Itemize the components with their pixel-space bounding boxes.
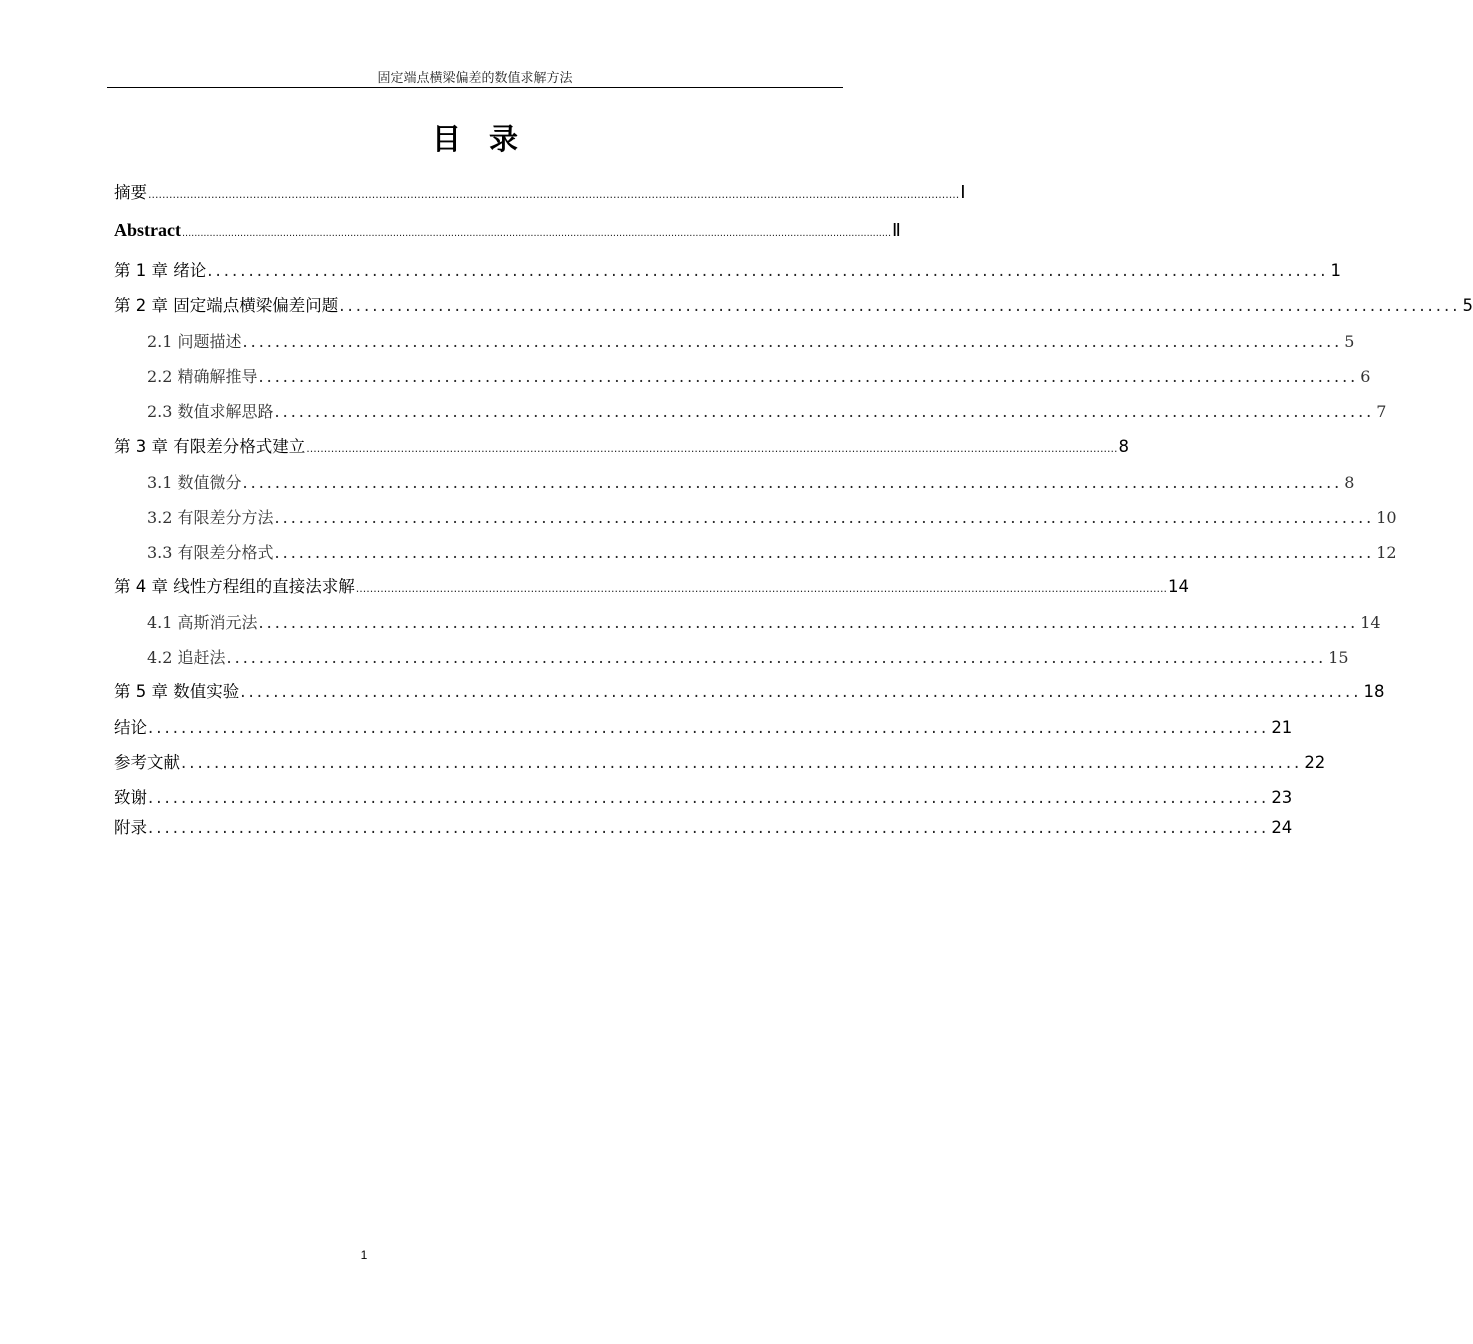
toc-entry-chapter-2[interactable] bbox=[114, 295, 1473, 317]
dot-leader: ........................................................................................................................................ bbox=[339, 296, 1461, 315]
toc-entry-section-2-2[interactable] bbox=[147, 366, 1371, 388]
toc-entry-section-4-1[interactable] bbox=[147, 612, 1381, 634]
toc-entry-page: 8 bbox=[1118, 437, 1129, 456]
toc-entry-label: 致谢 bbox=[114, 788, 147, 807]
dot-leader: ........................................................................................................................................ bbox=[274, 508, 1375, 527]
toc-entry-page: 5 bbox=[1462, 296, 1473, 315]
dot-leader: ........................................................................................................................................ bbox=[274, 402, 1375, 421]
toc-entry-page: 22 bbox=[1304, 753, 1326, 772]
toc-entry-abstract-en[interactable] bbox=[114, 219, 901, 244]
dot-leader: ........................................................................................................................................ bbox=[258, 367, 1359, 386]
dot-leader: ........................................................................................................................................ bbox=[181, 753, 1303, 772]
toc-entry-label: 第 2 章 固定端点横梁偏差问题 bbox=[114, 296, 339, 315]
toc-entry-chapter-4[interactable] bbox=[114, 576, 1189, 600]
toc-entry-label: 2.2 精确解推导 bbox=[147, 367, 258, 386]
dot-leader: ........................................................................................................................................ bbox=[258, 613, 1359, 632]
toc-entry-label: 结论 bbox=[114, 718, 147, 737]
toc-entry-page: Ⅰ bbox=[960, 182, 966, 202]
dot-leader: ........................................................................................................................................................................................................................................ bbox=[181, 227, 892, 239]
dot-leader: ........................................................................................................................................ bbox=[242, 332, 1343, 351]
toc-entry-conclusion[interactable] bbox=[114, 717, 1293, 739]
dot-leader: ........................................................................................................................................ bbox=[207, 261, 1329, 280]
dot-leader: ........................................................................................................................................ bbox=[148, 788, 1270, 807]
toc-entry-appendix[interactable] bbox=[114, 817, 1293, 839]
toc-entry-section-4-2[interactable] bbox=[147, 647, 1349, 669]
toc-entry-page: 15 bbox=[1328, 648, 1349, 667]
toc-entry-chapter-1[interactable] bbox=[114, 260, 1342, 282]
toc-entry-label: 2.1 问题描述 bbox=[147, 332, 242, 351]
toc-entry-section-2-1[interactable] bbox=[147, 331, 1355, 353]
dot-leader: ........................................................................................................................................ bbox=[274, 543, 1375, 562]
toc-entry-page: 7 bbox=[1376, 402, 1387, 421]
toc-entry-label: 参考文献 bbox=[114, 753, 180, 772]
dot-leader: ........................................................................................................................................ bbox=[242, 473, 1343, 492]
dot-leader: ........................................................................................................................................ bbox=[226, 648, 1327, 667]
toc-entry-page: 14 bbox=[1360, 613, 1381, 632]
dot-leader: ........................................................................................................................................................................................................................................ bbox=[355, 582, 1167, 595]
toc-entry-section-3-2[interactable] bbox=[147, 507, 1397, 529]
toc-entry-label: Abstract bbox=[114, 220, 181, 240]
toc-entry-page: 18 bbox=[1363, 682, 1385, 701]
toc-entry-label: 第 4 章 线性方程组的直接法求解 bbox=[114, 577, 355, 596]
toc-entry-chapter-3[interactable] bbox=[114, 436, 1129, 460]
toc-entry-label: 3.3 有限差分格式 bbox=[147, 543, 274, 562]
toc-entry-page: 10 bbox=[1376, 508, 1397, 527]
dot-leader: ........................................................................................................................................ bbox=[148, 718, 1270, 737]
toc-entry-page: 12 bbox=[1376, 543, 1397, 562]
toc-entry-page: 24 bbox=[1271, 818, 1293, 837]
running-header: 固定端点横梁偏差的数值求解方法 bbox=[377, 70, 573, 85]
toc-entry-label: 摘要 bbox=[114, 183, 147, 202]
toc-entry-page: 6 bbox=[1360, 367, 1371, 386]
toc-entry-label: 3.1 数值微分 bbox=[147, 473, 242, 492]
header-rule bbox=[107, 87, 843, 88]
page-number: 1 bbox=[360, 1248, 368, 1262]
toc-entry-abstract-cn[interactable] bbox=[114, 181, 966, 206]
toc-entry-label: 第 5 章 数值实验 bbox=[114, 682, 240, 701]
toc-entry-label: 4.1 高斯消元法 bbox=[147, 613, 258, 632]
dot-leader: ........................................................................................................................................ bbox=[240, 682, 1362, 701]
toc-entry-label: 4.2 追赶法 bbox=[147, 648, 226, 667]
toc-entry-section-2-3[interactable] bbox=[147, 401, 1387, 423]
toc-entry-section-3-3[interactable] bbox=[147, 542, 1397, 564]
toc-entry-label: 2.3 数值求解思路 bbox=[147, 402, 274, 421]
toc-entry-chapter-5[interactable] bbox=[114, 681, 1385, 703]
toc-entry-label: 第 1 章 绪论 bbox=[114, 261, 207, 280]
toc-entry-references[interactable] bbox=[114, 752, 1326, 774]
dot-leader: ........................................................................................................................................ bbox=[148, 818, 1270, 837]
toc-entry-label: 第 3 章 有限差分格式建立 bbox=[114, 437, 306, 456]
toc-entry-acknowledgements[interactable] bbox=[114, 787, 1293, 809]
toc-entry-section-3-1[interactable] bbox=[147, 472, 1355, 494]
toc-entry-label: 附录 bbox=[114, 818, 147, 837]
toc-entry-page: 21 bbox=[1271, 718, 1293, 737]
toc-entry-page: Ⅱ bbox=[892, 220, 901, 240]
toc-entry-page: 8 bbox=[1344, 473, 1355, 492]
toc-entry-page: 5 bbox=[1344, 332, 1355, 351]
dot-leader: ........................................................................................................................................................................................................................................ bbox=[306, 442, 1118, 455]
toc-entry-label: 3.2 有限差分方法 bbox=[147, 508, 274, 527]
toc-entry-page: 14 bbox=[1167, 577, 1189, 596]
toc-entry-page: 1 bbox=[1330, 261, 1342, 280]
dot-leader: ........................................................................................................................................................................................................................................ bbox=[148, 188, 960, 201]
toc-title: 目录 bbox=[431, 124, 546, 156]
toc-entry-page: 23 bbox=[1271, 788, 1293, 807]
